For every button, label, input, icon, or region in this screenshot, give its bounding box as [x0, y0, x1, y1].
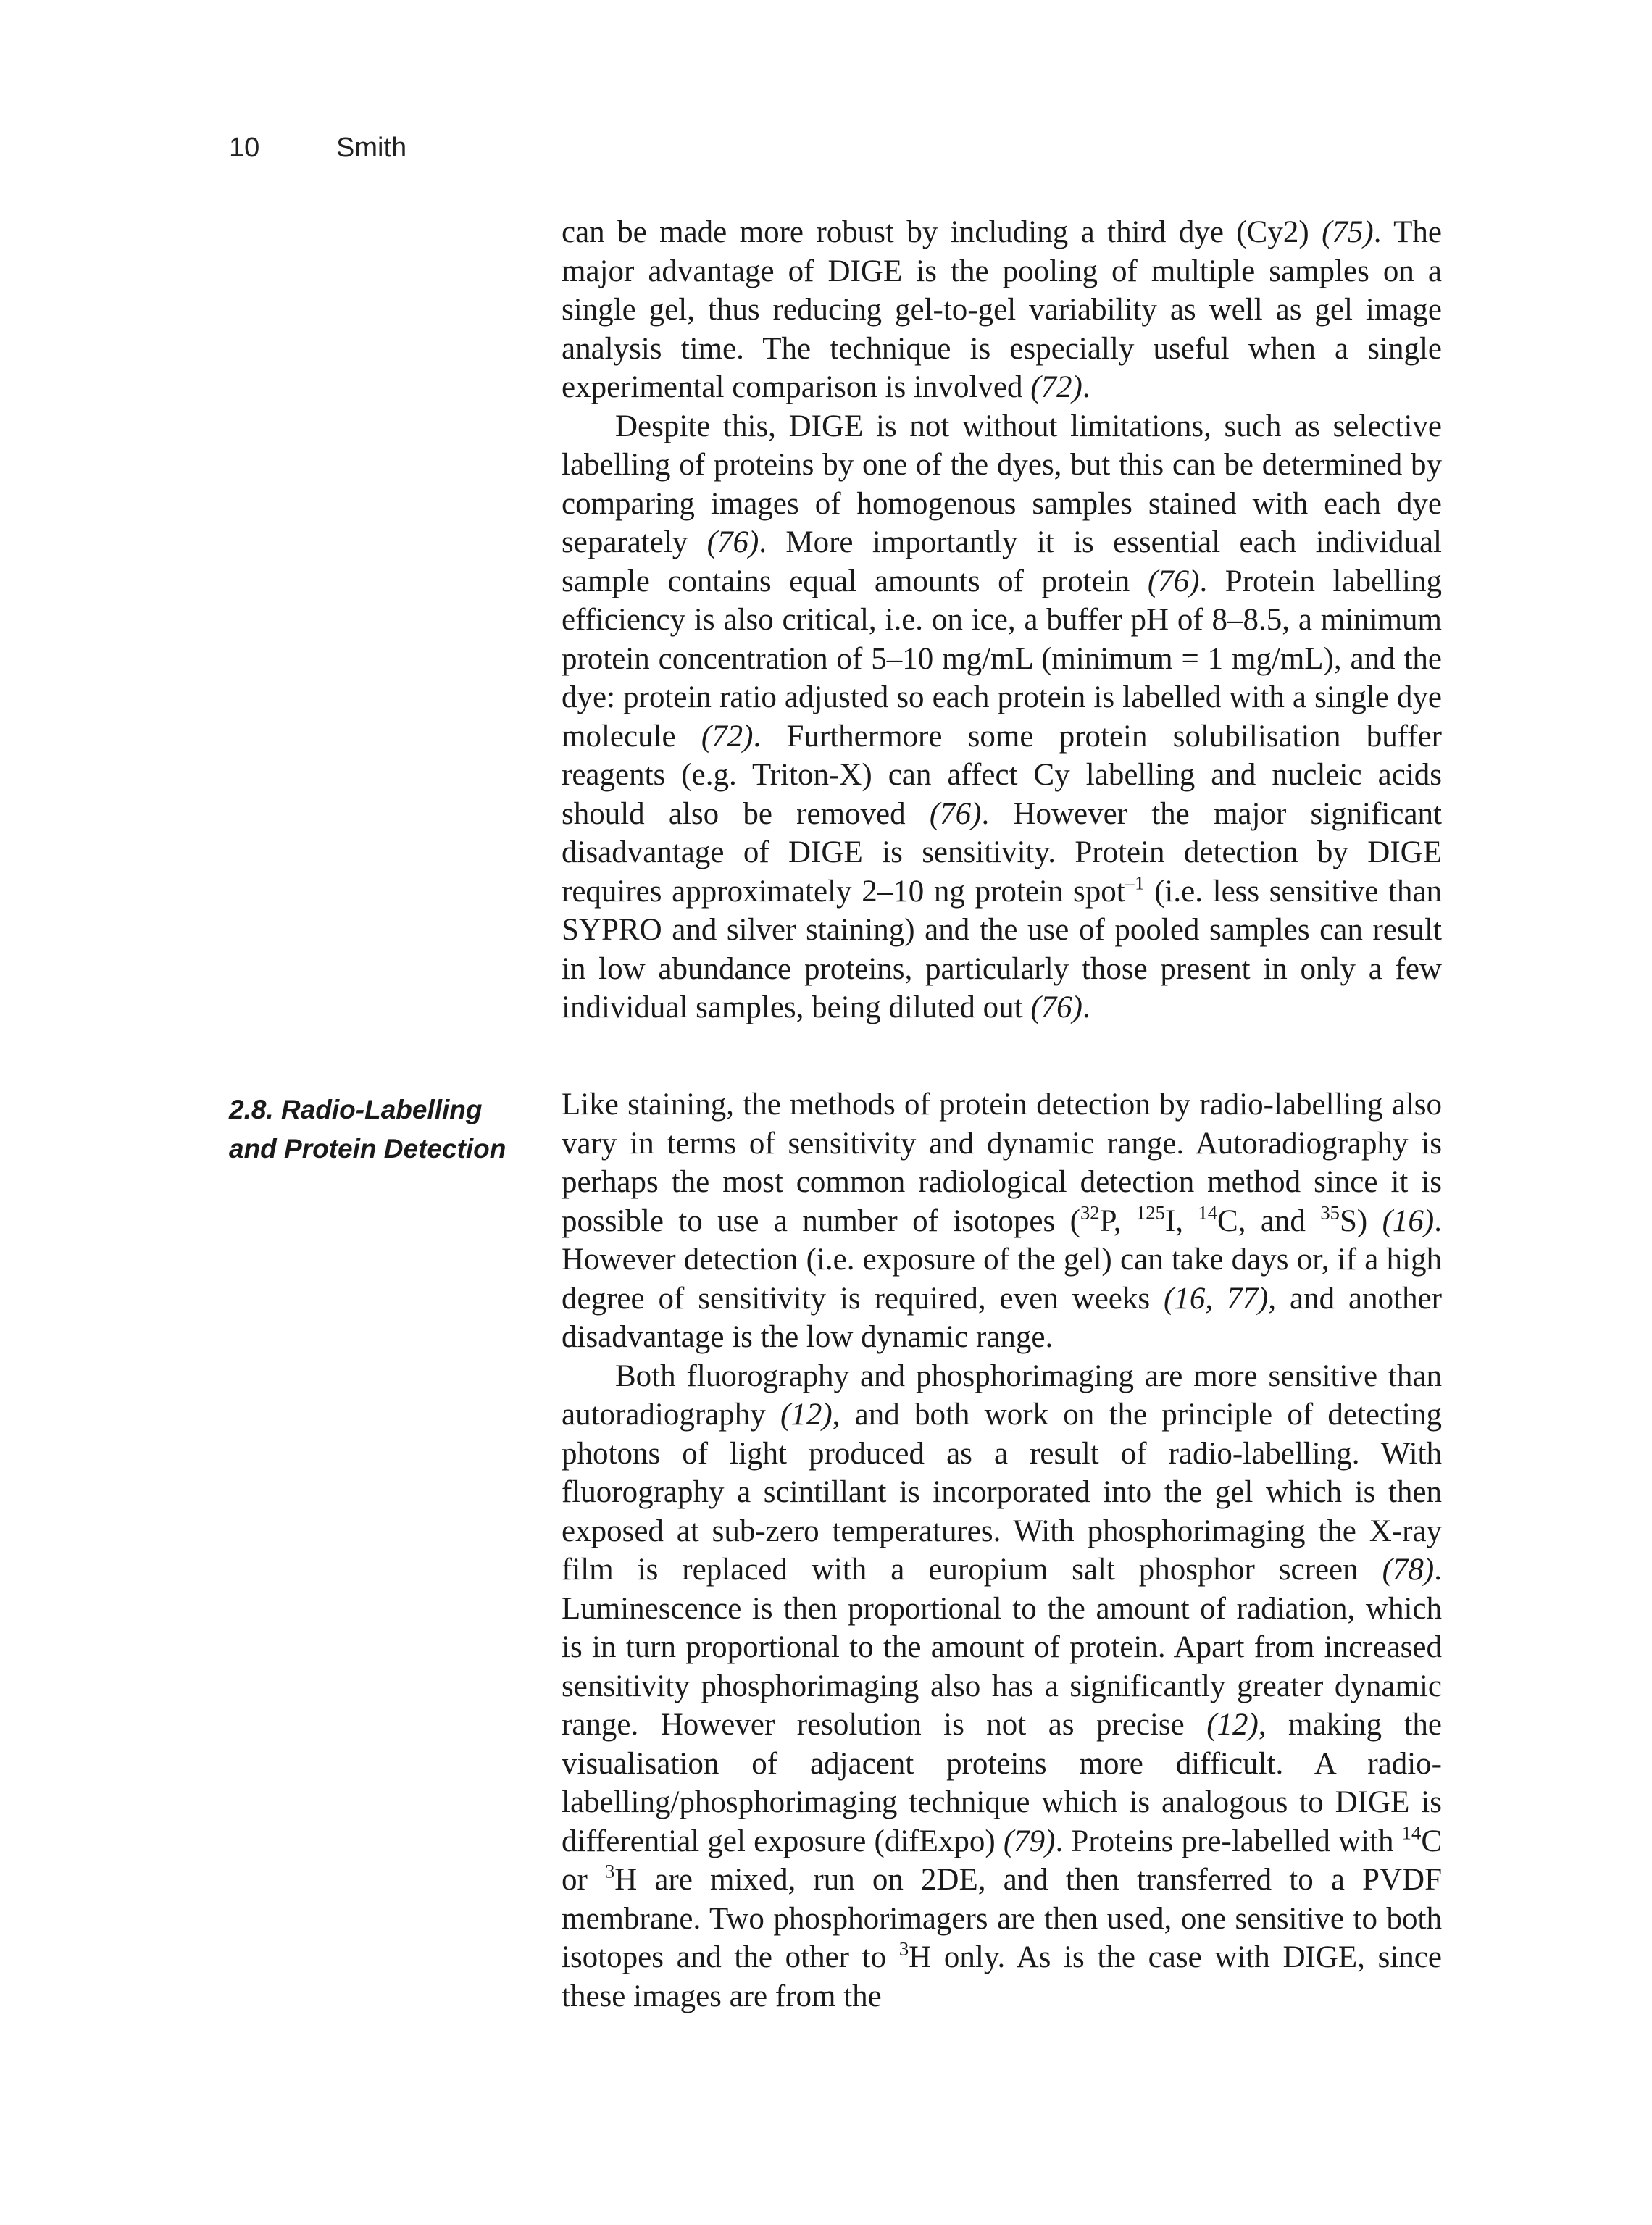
paragraph-text: . However detection (i.e. exposure of the gel) can take days or, if a high degree of sensitivity is required, even weeks [562, 1203, 1442, 1316]
superscript-35: 35 [1320, 1201, 1340, 1223]
paragraph-4 [562, 1357, 1442, 2016]
paragraph-text: Like staining, the methods of protein detection by radio-labelling also vary in terms of sensitivity and dynamic range. Autoradiography is perhaps the most common radiological detection method since it is possible to use a number of isotopes ( [562, 1088, 1442, 1238]
citation-12: (12) [780, 1398, 833, 1432]
superscript-3: 3 [604, 1860, 615, 1882]
citation-16: (16) [1382, 1203, 1435, 1238]
paragraph-text: P, [1099, 1203, 1136, 1238]
paragraph-text: I, [1164, 1203, 1198, 1238]
paragraph-2 [562, 407, 1442, 1027]
paragraph-text: , and another disadvantage is the low dynamic range. [562, 1281, 1442, 1354]
paragraph-text: . Luminescence is then proportional to the amount of radiation, which is in turn proportional to the amount of protein. Apart from increased sensitivity phosphorimaging also has a significantly greater dynamic range. However resolution is not as precise [562, 1553, 1442, 1742]
superscript-minus-one: –1 [1125, 871, 1145, 893]
citation-72: (72) [1030, 370, 1082, 404]
superscript-32: 32 [1080, 1201, 1100, 1223]
body-text-upper [562, 213, 1442, 1027]
paragraph-text: . Proteins pre-labelled with [1055, 1824, 1402, 1858]
paragraph-text: , and both work on the principle of detecting photons of light produced as a result of radio-labelling. With fluorography a scintillant is incorporated into the gel which is then exposed at sub-zero temperatures. With phosphorimaging the X-ray film is replaced with a europium salt phosphor screen [562, 1398, 1442, 1587]
paragraph-text: H only. As is the case with DIGE, since these images are from the [562, 1940, 1442, 2013]
paragraph-text: . Protein labelling efficiency is also critical, i.e. on ice, a buffer pH of 8–8.5, a minimum protein concentration of 5–10 mg/mL (minimum = 1 mg/mL), and the dye: protein ratio adjusted so each protein is labelled with a single dye molecule [562, 564, 1443, 754]
paragraph-text: . However the major significant disadvantage of DIGE is sensitivity. Protein detection by DIGE requires approximately 2–10 ng protein spot [562, 796, 1442, 909]
paragraph-text: Despite this, DIGE is not without limitations, such as selective labelling of proteins by one of the dyes, but this can be determined by comparing images of homogenous samples stained with each dye separately [562, 409, 1442, 559]
paragraph-text: H are mixed, run on 2DE, and then transferred to a PVDF membrane. Two phosphorimagers are then used, one sensitive to both isotopes and the other to [562, 1863, 1442, 1974]
paragraph-3 [562, 1085, 1442, 1357]
paragraph-text: . [1082, 370, 1090, 404]
citation-78: (78) [1382, 1553, 1435, 1587]
superscript-3: 3 [898, 1937, 909, 1960]
citation-76: (76) [929, 796, 982, 831]
citation-16-77: (16, 77) [1164, 1281, 1269, 1316]
superscript-125: 125 [1135, 1201, 1165, 1223]
paragraph-text: S) [1339, 1203, 1382, 1238]
paragraph-text: C or [562, 1824, 1443, 1897]
section-heading-line-2: and Protein Detection [229, 1134, 506, 1164]
superscript-14: 14 [1401, 1821, 1422, 1843]
superscript-14: 14 [1198, 1201, 1218, 1223]
paragraph-text: , making the visualisation of adjacent proteins more difficult. A radio-labelling/phosphorimaging technique which is analogous to DIGE is differential gel exposure (difExpo) [562, 1708, 1442, 1858]
paragraph-1 [562, 213, 1442, 407]
body-text-lower [562, 1085, 1442, 2016]
section-heading-line-1: 2.8. Radio-Labelling [229, 1095, 483, 1124]
section-heading [229, 1090, 519, 1169]
citation-76: (76) [1147, 564, 1200, 598]
paragraph-text: C, and [1217, 1203, 1321, 1238]
paragraph-text: can be made more robust by including a third dye (Cy2) [562, 215, 1322, 249]
page-number: 10 [229, 133, 260, 163]
citation-79: (79) [1003, 1824, 1056, 1858]
citation-76: (76) [706, 525, 759, 559]
citation-75: (75) [1322, 215, 1374, 249]
running-head [229, 132, 406, 164]
citation-12: (12) [1206, 1708, 1259, 1742]
citation-72: (72) [701, 719, 754, 754]
paragraph-text: . [1082, 990, 1090, 1024]
paragraph-text: . Furthermore some protein solubilisation buffer reagents (e.g. Triton-X) can affect Cy labelling and nucleic acids should also be removed [562, 719, 1442, 831]
paragraph-text: . The major advantage of DIGE is the pooling of multiple samples on a single gel, thus reducing gel-to-gel variability as well as gel image analysis time. The technique is especially useful when a single experimental comparison is involved [562, 215, 1443, 404]
citation-76: (76) [1030, 990, 1082, 1024]
paragraph-text: (i.e. less sensitive than SYPRO and silver staining) and the use of pooled samples can result in low abundance proteins, particularly those present in only a few individual samples, being diluted out [562, 874, 1442, 1024]
running-head-author: Smith [336, 133, 407, 163]
paragraph-text: Both fluorography and phosphorimaging are more sensitive than autoradiography [562, 1358, 1442, 1432]
paragraph-text: . More importantly it is essential each individual sample contains equal amounts of protein [562, 525, 1442, 598]
